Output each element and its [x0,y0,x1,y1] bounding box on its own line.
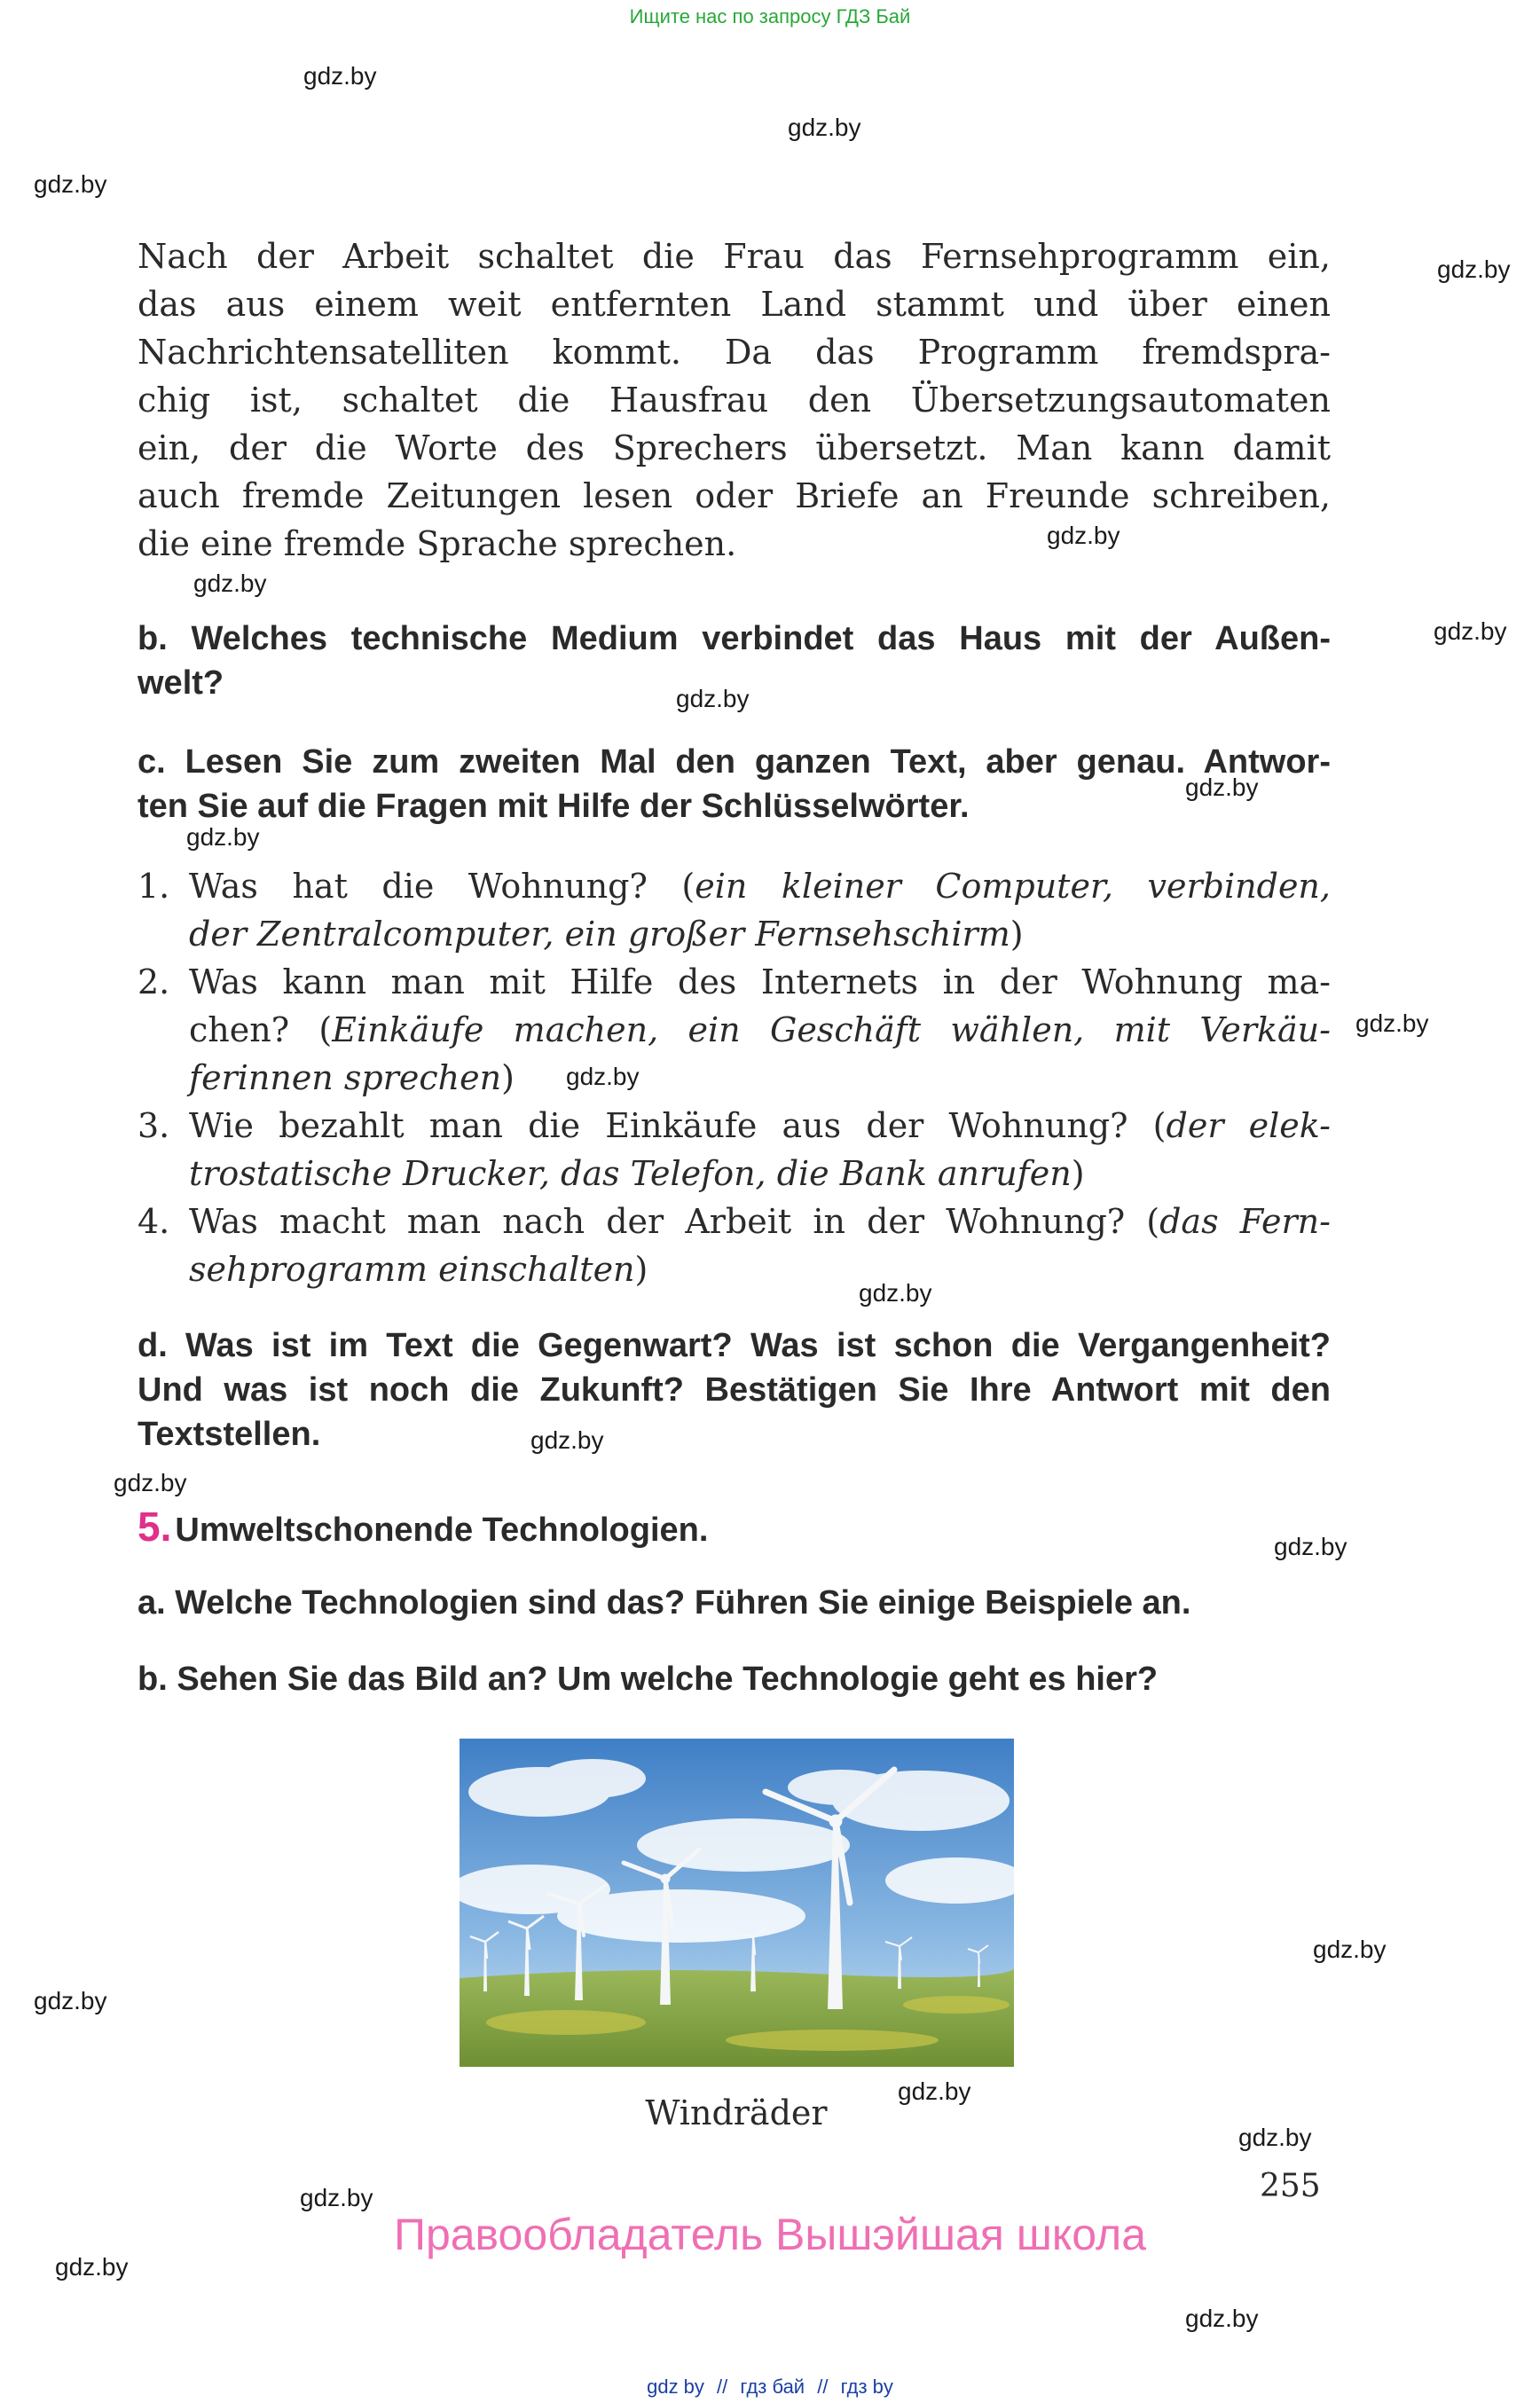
paragraph-line: das aus einem weit entfernten Land stammt und über einen [138,285,1331,324]
watermark: gdz.by [1355,1009,1429,1037]
watermark: gdz.by [898,2077,971,2105]
paragraph-line: chig ist, schaltet die Hausfrau den Übersetzungsautomaten [138,381,1331,420]
paragraph-line: Nach der Arbeit schaltet die Frau das Fernsehprogramm ein, [138,237,1331,276]
watermark: gdz.by [186,823,260,851]
section-heading [138,1503,708,1551]
task-5b [138,1657,1331,1701]
task-b [138,616,1331,705]
paragraph-line: die eine fremde Sprache sprechen. [138,524,737,563]
reading-paragraph [138,232,1331,568]
question-number: 1. [138,867,170,906]
watermark: gdz.by [300,2184,373,2211]
watermark: gdz.by [530,1426,604,1454]
section-number: 5. [138,1504,172,1550]
task-d-line: Und was ist noch die Zukunft? Bestätigen Sie Ihre Antwort mit den [138,1371,1331,1409]
question-item [138,1198,1331,1293]
question-line: trostatische Drucker, das Telefon, die Bank anrufen) [189,1154,1085,1193]
question-line: Was hat die Wohnung? (ein kleiner Computer, verbinden, [189,867,1331,906]
watermark: gdz.by [34,1987,107,2014]
footer-links [0,2376,1540,2399]
task-5b-line: b. Sehen Sie das Bild an? Um welche Technologie geht es hier? [138,1661,1159,1698]
page-number: 255 [1260,2168,1321,2204]
task-5a-line: a. Welche Technologien sind das? Führen Sie einige Beispiele an. [138,1584,1191,1622]
watermark: gdz.by [676,685,750,712]
watermark: gdz.by [34,170,107,198]
task-d-line: d. Was ist im Text die Gegenwart? Was ist schon die Vergangenheit? [138,1327,1331,1364]
watermark: gdz.by [1238,2124,1312,2151]
watermark: gdz.by [1185,2305,1259,2332]
watermark: gdz.by [1185,774,1259,801]
task-d [138,1323,1331,1457]
image-caption: Windräder [645,2093,828,2132]
question-line: Was kann man mit Hilfe des Internets in der Wohnung ma- [189,962,1331,1001]
rights-holder: Правообладатель Вышэйшая школа [394,2210,1146,2259]
watermark: gdz.by [1313,1936,1387,1963]
question-line: sehprogramm einschalten) [189,1250,648,1289]
section-title: Umweltschonende Technologien. [175,1512,709,1549]
watermark: gdz.by [114,1469,187,1496]
question-line: der Zentralcomputer, ein großer Fernsehschirm) [189,915,1024,954]
question-number: 2. [138,962,170,1001]
task-b-line: b. Welches technische Medium verbindet das Haus mit der Außen- [138,620,1331,657]
task-c [138,740,1331,828]
watermark: gdz.by [1434,617,1507,645]
watermark: gdz.by [1047,522,1120,549]
question-item [138,862,1331,958]
watermark: gdz.by [193,569,267,597]
task-b-line: welt? [138,664,224,702]
question-line: chen? (Einkäufe machen, ein Geschäft wählen, mit Verkäu- [189,1010,1331,1049]
watermark: gdz.by [566,1063,640,1090]
watermark: gdz.by [788,114,861,141]
footer-link[interactable]: гдз бай [740,2376,805,2398]
footer-separator: // [817,2376,829,2398]
task-5a [138,1581,1331,1625]
footer-link[interactable]: gdz by [647,2376,704,2398]
question-list [138,862,1331,1293]
task-c-line: c. Lesen Sie zum zweiten Mal den ganzen Text, aber genau. Antwor- [138,743,1331,781]
task-d-line: Textstellen. [138,1416,321,1453]
question-line: Wie bezahlt man die Einkäufe aus der Wohnung? (der elek- [189,1106,1331,1145]
top-banner[interactable]: Ищите нас по запросу ГДЗ Бай [629,5,911,27]
footer-separator: // [717,2376,728,2398]
watermark: gdz.by [1437,255,1511,283]
question-number: 4. [138,1202,170,1241]
question-item [138,1102,1331,1198]
question-line: ferinnen sprechen) [189,1058,515,1097]
paragraph-line: ein, der die Worte des Sprechers übersetzt. Man kann damit [138,428,1331,467]
paragraph-line: auch fremde Zeitungen lesen oder Briefe an Freunde schreiben, [138,476,1331,515]
paragraph-line: Nachrichtensatelliten kommt. Da das Programm fremdspra- [138,333,1331,372]
question-line: Was macht man nach der Arbeit in der Wohnung? (das Fern- [189,1202,1331,1241]
footer-link[interactable]: гдз by [840,2376,893,2398]
watermark: gdz.by [303,62,377,90]
question-number: 3. [138,1106,170,1145]
wind-turbines-photo [460,1739,1014,2067]
question-item [138,958,1331,1102]
watermark: gdz.by [1274,1533,1348,1560]
watermark: gdz.by [859,1279,932,1307]
task-c-line: ten Sie auf die Fragen mit Hilfe der Schlüsselwörter. [138,788,970,825]
watermark: gdz.by [55,2253,129,2281]
